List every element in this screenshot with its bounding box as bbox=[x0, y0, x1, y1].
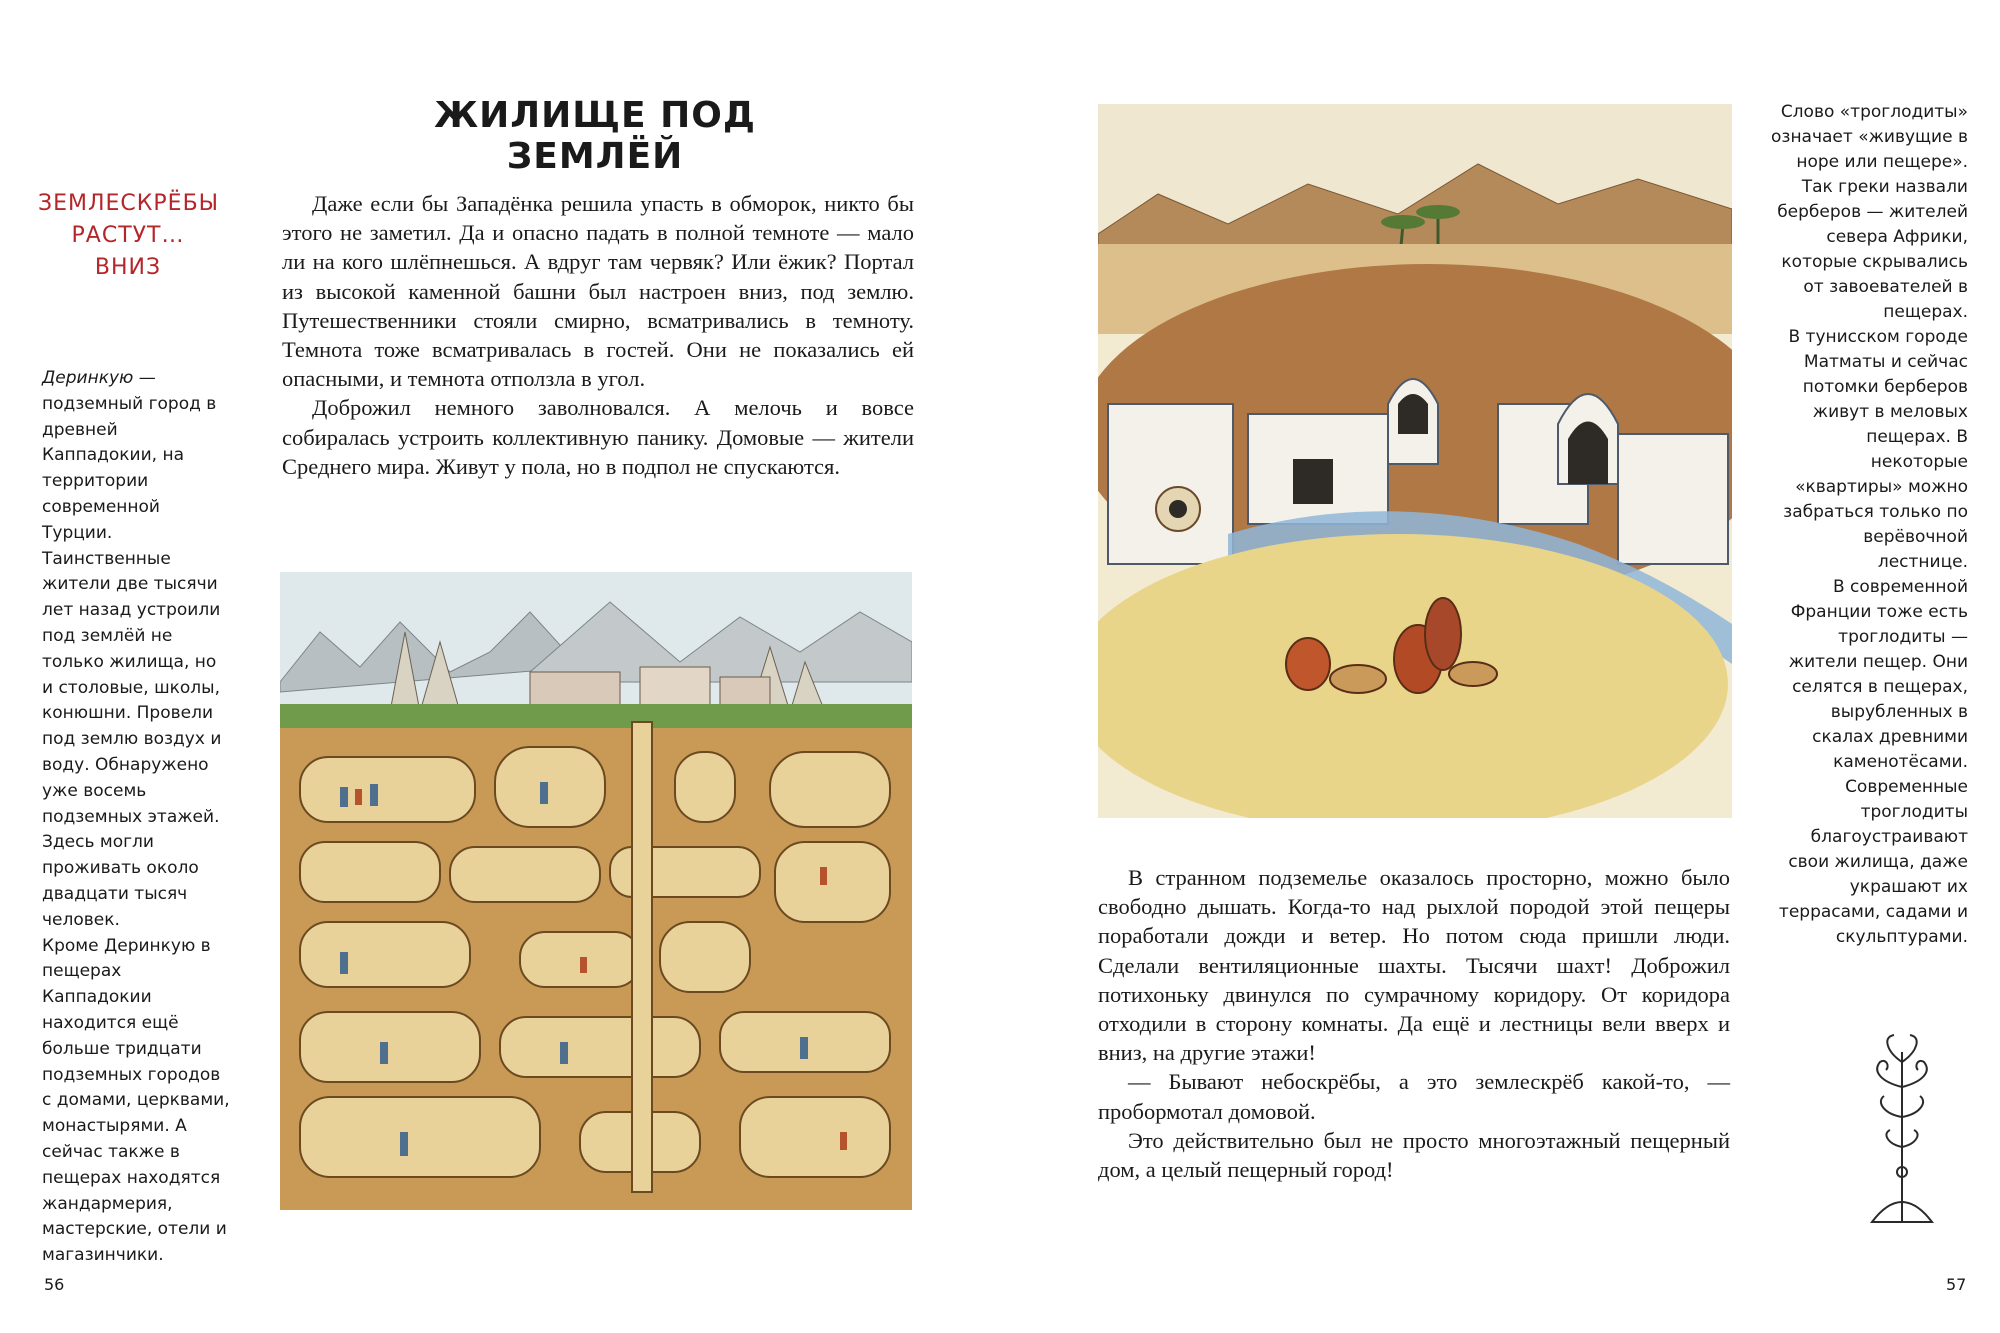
sidebar-paragraph bbox=[42, 366, 230, 934]
margin-heading-line: РАСТУТ… bbox=[71, 223, 185, 248]
sidebar-paragraph: В тунисском городе Матматы и сейчас потомки берберов живут в меловых пещерах. В некоторые «квартиры» можно забраться только по верёвочной лестнице. bbox=[1783, 327, 1968, 572]
sidebar-term: Деринкую bbox=[42, 368, 134, 388]
paragraph: — Бывают небоскрёбы, а это землескрёб какой-то, — пробормотал домовой. bbox=[1098, 1069, 1730, 1124]
page-number-right: 57 bbox=[1946, 1275, 1967, 1294]
paragraph: Доброжил немного заволновался. А мелочь и вовсе собиралась устроить коллективную панику. Домовые — жители Среднего мира. Живут у пола, но в подпол не спускаются. bbox=[282, 395, 914, 479]
page-title: ЖИЛИЩЕ ПОД ЗЕМЛЁЙ bbox=[434, 95, 756, 177]
paragraph: Это действительно был не просто многоэтажный пещерный дом, а целый пещерный город! bbox=[1098, 1127, 1730, 1183]
underground-city-drawing bbox=[280, 572, 912, 1210]
page-number-left: 56 bbox=[44, 1275, 65, 1294]
underground-city-illustration bbox=[280, 572, 912, 1210]
paragraph: В странном подземелье оказалось просторно, можно было свободно дышать. Когда-то над рыхлой породой этой пещеры поработали дожди и ветер. Но потом сюда пришли люди. Сделали вентиляционные шахты. Тысячи шахт! Доброжил потихоньку двинулся по сумрачному коридору. От коридора отходили в сторону комнаты. Да ещё и лестницы вели вверх и вниз, на другие этажи! bbox=[1098, 865, 1730, 1066]
margin-heading-line: ВНИЗ bbox=[94, 255, 162, 280]
decorative-ornament-icon bbox=[1862, 1032, 1942, 1227]
sidebar-paragraph: Кроме Деринкую в пещерах Каппадокии находится ещё больше тридцати подземных городов с домами, церквами, монастырями. А сейчас также в пещерах находятся жандармерия, мастерские, отели и магазинчики. bbox=[42, 935, 230, 1266]
paragraph: Даже если бы Западёнка решила упасть в обморок, никто бы этого не заметил. Да и опасно падать в полной темноте — мало ли на кого шлёпнешься. А вдруг там червяк? Или ёжик? Портал из высокой каменной башни был настроен вниз, под землю. Путешественники стояли смирно, всматривались в темноту. Темнота тоже всматривалась в гостей. Они не показались ей опасными, и темнота отползла в угол. bbox=[282, 191, 914, 392]
ornament-drawing bbox=[1862, 1032, 1942, 1227]
troglodyte-dwelling-illustration bbox=[1098, 104, 1732, 818]
sidebar-text: — подземный город в древней Каппадокии, на территории современной Турции. Таинственные жители две тысячи лет назад устроили под землёй не только жилища, но и столовые, школы, конюшни. Провели под землю воздух и воду. Обнаружено уже восемь подземных этажей. Здесь могли проживать около двадцати тысяч человек. bbox=[42, 368, 222, 930]
main-text-right bbox=[1098, 863, 1730, 1184]
sidebar-note-left bbox=[42, 366, 230, 1269]
sidebar-paragraph: Слово «троглодиты» означает «живущие в норе или пещере». Так греки назвали берберов — жителей севера Африки, которые скрывались от завоевателей в пещерах. bbox=[1771, 102, 1968, 322]
margin-heading-line: ЗЕМЛЕСКРЁБЫ bbox=[38, 191, 220, 216]
troglodyte-dwelling-drawing bbox=[1098, 104, 1732, 818]
sidebar-note-right bbox=[1768, 100, 1968, 950]
main-text bbox=[282, 189, 914, 481]
margin-heading bbox=[38, 188, 218, 284]
sidebar-paragraph: В современной Франции тоже есть троглодиты — жители пещер. Они селятся в пещерах, вырубленных в скалах древними каменотёсами. Современные троглодиты благоустраивают свои жилища, даже украшают их террасами, садами и скульптурами. bbox=[1778, 577, 1968, 947]
